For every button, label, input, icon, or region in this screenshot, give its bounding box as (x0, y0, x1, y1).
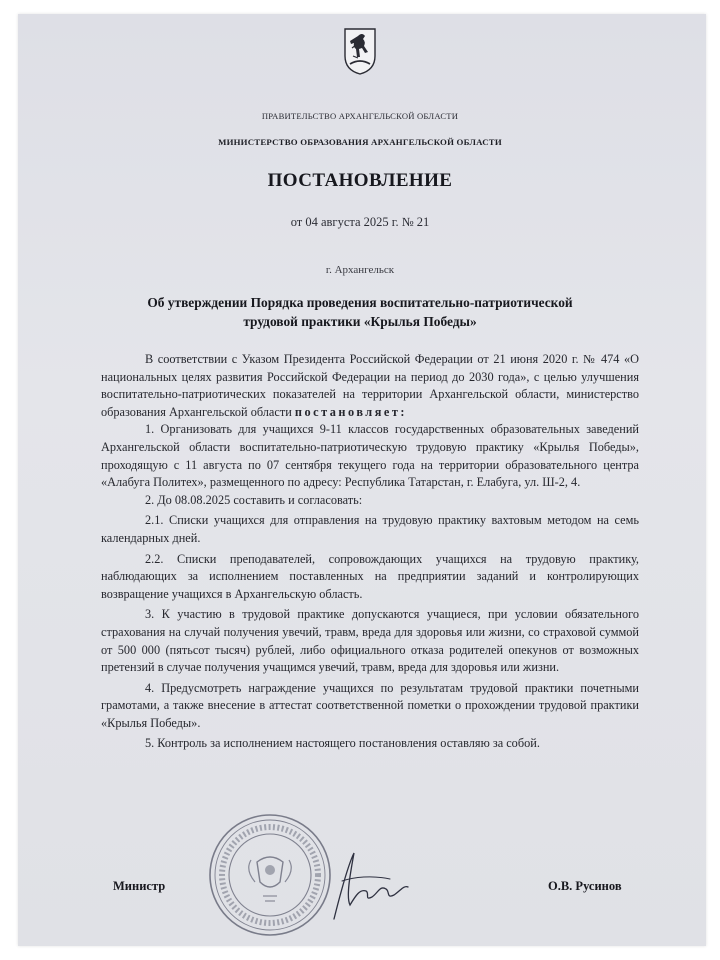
handwritten-signature-icon (320, 845, 410, 925)
document-subject (0, 293, 720, 331)
document-title: ПОСТАНОВЛЕНИЕ (267, 170, 453, 191)
coat-of-arms-emblem-icon (342, 26, 378, 76)
clause-4: 4. Предусмотреть награждение учащихся по результатам трудовой практики почетными грамотами, а также внесение в аттестат соответственной пометки о прохождении трудовой практики «Крылья Победы». (101, 680, 639, 730)
ministry-name: МИНИСТЕРСТВО ОБРАЗОВАНИЯ АРХАНГЕЛЬСКОЙ ОБЛАСТИ (218, 137, 502, 147)
clause-1: 1. Организовать для учащихся 9-11 классов государственных образовательных заведений Архангельской области воспитательно-патриотическую трудовую практику «Крылья Победы», проходящую с 11 августа по 07 сентября текущего года на территории образовательного центра «Алабуга Политех», размещенного по адресу: Республика Татарстан, г. Елабуга, ул. Ш-2, 4. (101, 422, 639, 490)
decree-word: постановляет: (294, 404, 407, 419)
intro-paragraph (101, 351, 639, 421)
clause-3: 3. К участию в трудовой практике допускаются учащиеся, при условии обязательного страхования на случай получения увечий, травм, вреда для здоровья или жизни, со страховой суммой от 500 000 (пятьсот тысяч) рублей, либо официального отказа родителей опекунов от возможных претензий в случае получения учащимся увечий, травм, вреда для здоровья или жизни. (101, 607, 639, 675)
document-city: г. Архангельск (325, 264, 395, 276)
clause-5: 5. Контроль за исполнением настоящего постановления оставляю за собой. (145, 736, 540, 751)
clause-2-2: 2.2. Списки преподавателей, сопровождающих учащихся на трудовую практику, наблюдающих за исполнением поставленных на предприятии заданий и контролирующих возвращение учащихся в Архангельскую область. (101, 551, 639, 601)
signatory-position: Министр (113, 879, 166, 893)
signatory-name: О.В. Русинов (548, 879, 622, 893)
intro-text: В соответствии с Указом Президента Российской Федерации от 21 июня 2020 г. № 474 «О национальных целях развития Российской Федерации на период до 2030 года», с целью улучшения воспитательно-патриотических показателей на территории Архангельской области, министерство образования Архангельской области (101, 352, 639, 419)
government-name: ПРАВИТЕЛЬСТВО АРХАНГЕЛЬСКОЙ ОБЛАСТИ (261, 111, 459, 121)
document-date-number: от 04 августа 2025 г. № 21 (290, 215, 430, 229)
official-seal-icon (207, 812, 333, 938)
document-body (101, 351, 639, 753)
clause-2: 2. До 08.08.2025 составить и согласовать: (145, 492, 363, 507)
subject-text: Об утверждении Порядка проведения воспитательно-патриотической трудовой практики «Крылья Победы» (147, 295, 573, 329)
clause-2-1: 2.1. Списки учащихся для отправления на трудовую практику вахтовым методом на семь календарных дней. (101, 513, 639, 545)
